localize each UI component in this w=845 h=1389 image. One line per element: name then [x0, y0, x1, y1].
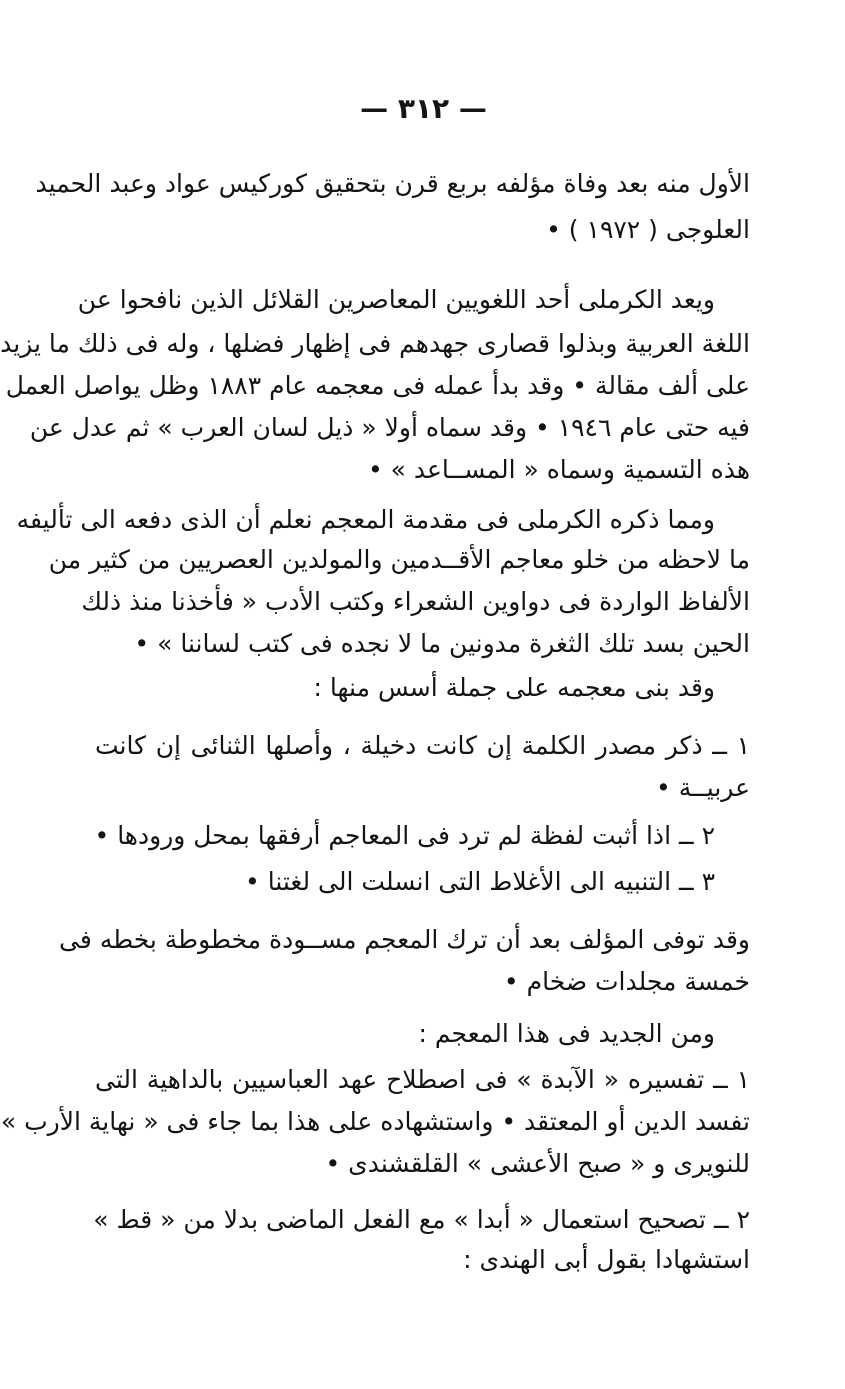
page-number: — ٣١٢ —	[360, 92, 487, 125]
text-line: العلوجى ( ١٩٧٢ ) •	[546, 215, 750, 244]
list-item: ٣ ــ التنبيه الى الأغلاط التى انسلت الى لغتنا •	[245, 867, 715, 896]
list-item: ١ ــ ذكر مصدر الكلمة إن كانت دخيلة ، وأصلها الثنائى إن كانت	[95, 731, 750, 760]
list-item: ٢ ــ اذا أثبت لفظة لم ترد فى المعاجم أرفقها بمحل ورودها •	[94, 821, 715, 850]
text-line: ما لاحظه من خلو معاجم الأقــدمين والمولدين العصريين من كثير من	[48, 545, 750, 574]
text-line: الألفاظ الواردة فى دواوين الشعراء وكتب الأدب « فأخذنا منذ ذلك	[81, 587, 750, 616]
text-line: اللغة العربية وبذلوا قصارى جهدهم فى إظهار فضلها ، وله فى ذلك ما يزيد	[0, 329, 750, 358]
text-line: فيه حتى عام ١٩٤٦ • وقد سماه أولا « ذيل لسان العرب » ثم عدل عن	[29, 413, 750, 442]
text-line: عربيــة •	[656, 773, 750, 802]
text-line: خمسة مجلدات ضخام •	[503, 967, 750, 996]
text-line: وقد بنى معجمه على جملة أسس منها :	[313, 673, 715, 702]
text-line: استشهادا بقول أبى الهندى :	[463, 1245, 750, 1274]
list-item: ١ ــ تفسيره « الآبدة » فى اصطلاح عهد العباسيين بالداهية التى	[95, 1065, 750, 1094]
paragraph-first-line: ومما ذكره الكرملى فى مقدمة المعجم نعلم أن الذى دفعه الى تأليفه	[16, 505, 715, 534]
paragraph-first-line: ومن الجديد فى هذا المعجم :	[418, 1019, 715, 1048]
list-item: ٢ ــ تصحيح استعمال « أبدا » مع الفعل الماضى بدلا من « قط »	[93, 1205, 750, 1234]
text-line: للنويرى و « صبح الأعشى » القلقشندى •	[325, 1149, 750, 1178]
text-line: هذه التسمية وسماه « المســاعد » •	[367, 455, 750, 484]
text-line: الحين بسد تلك الثغرة مدونين ما لا نجده فى كتب لساننا » •	[134, 629, 750, 658]
text-line: على ألف مقالة • وقد بدأ عمله فى معجمه عام ١٨٨٣ وظل يواصل العمل	[5, 371, 750, 400]
text-line: الأول منه بعد وفاة مؤلفه بربع قرن بتحقيق كوركيس عواد وعبد الحميد	[35, 169, 750, 198]
paragraph-first-line: ويعد الكرملى أحد اللغويين المعاصرين القلائل الذين نافحوا عن	[77, 285, 715, 314]
book-page	[2, 0, 845, 1389]
paragraph-first-line: وقد توفى المؤلف بعد أن ترك المعجم مســودة مخطوطة بخطه فى	[59, 925, 750, 954]
text-line: تفسد الدين أو المعتقد • واستشهاده على هذا بما جاء فى « نهاية الأرب »	[0, 1107, 750, 1136]
